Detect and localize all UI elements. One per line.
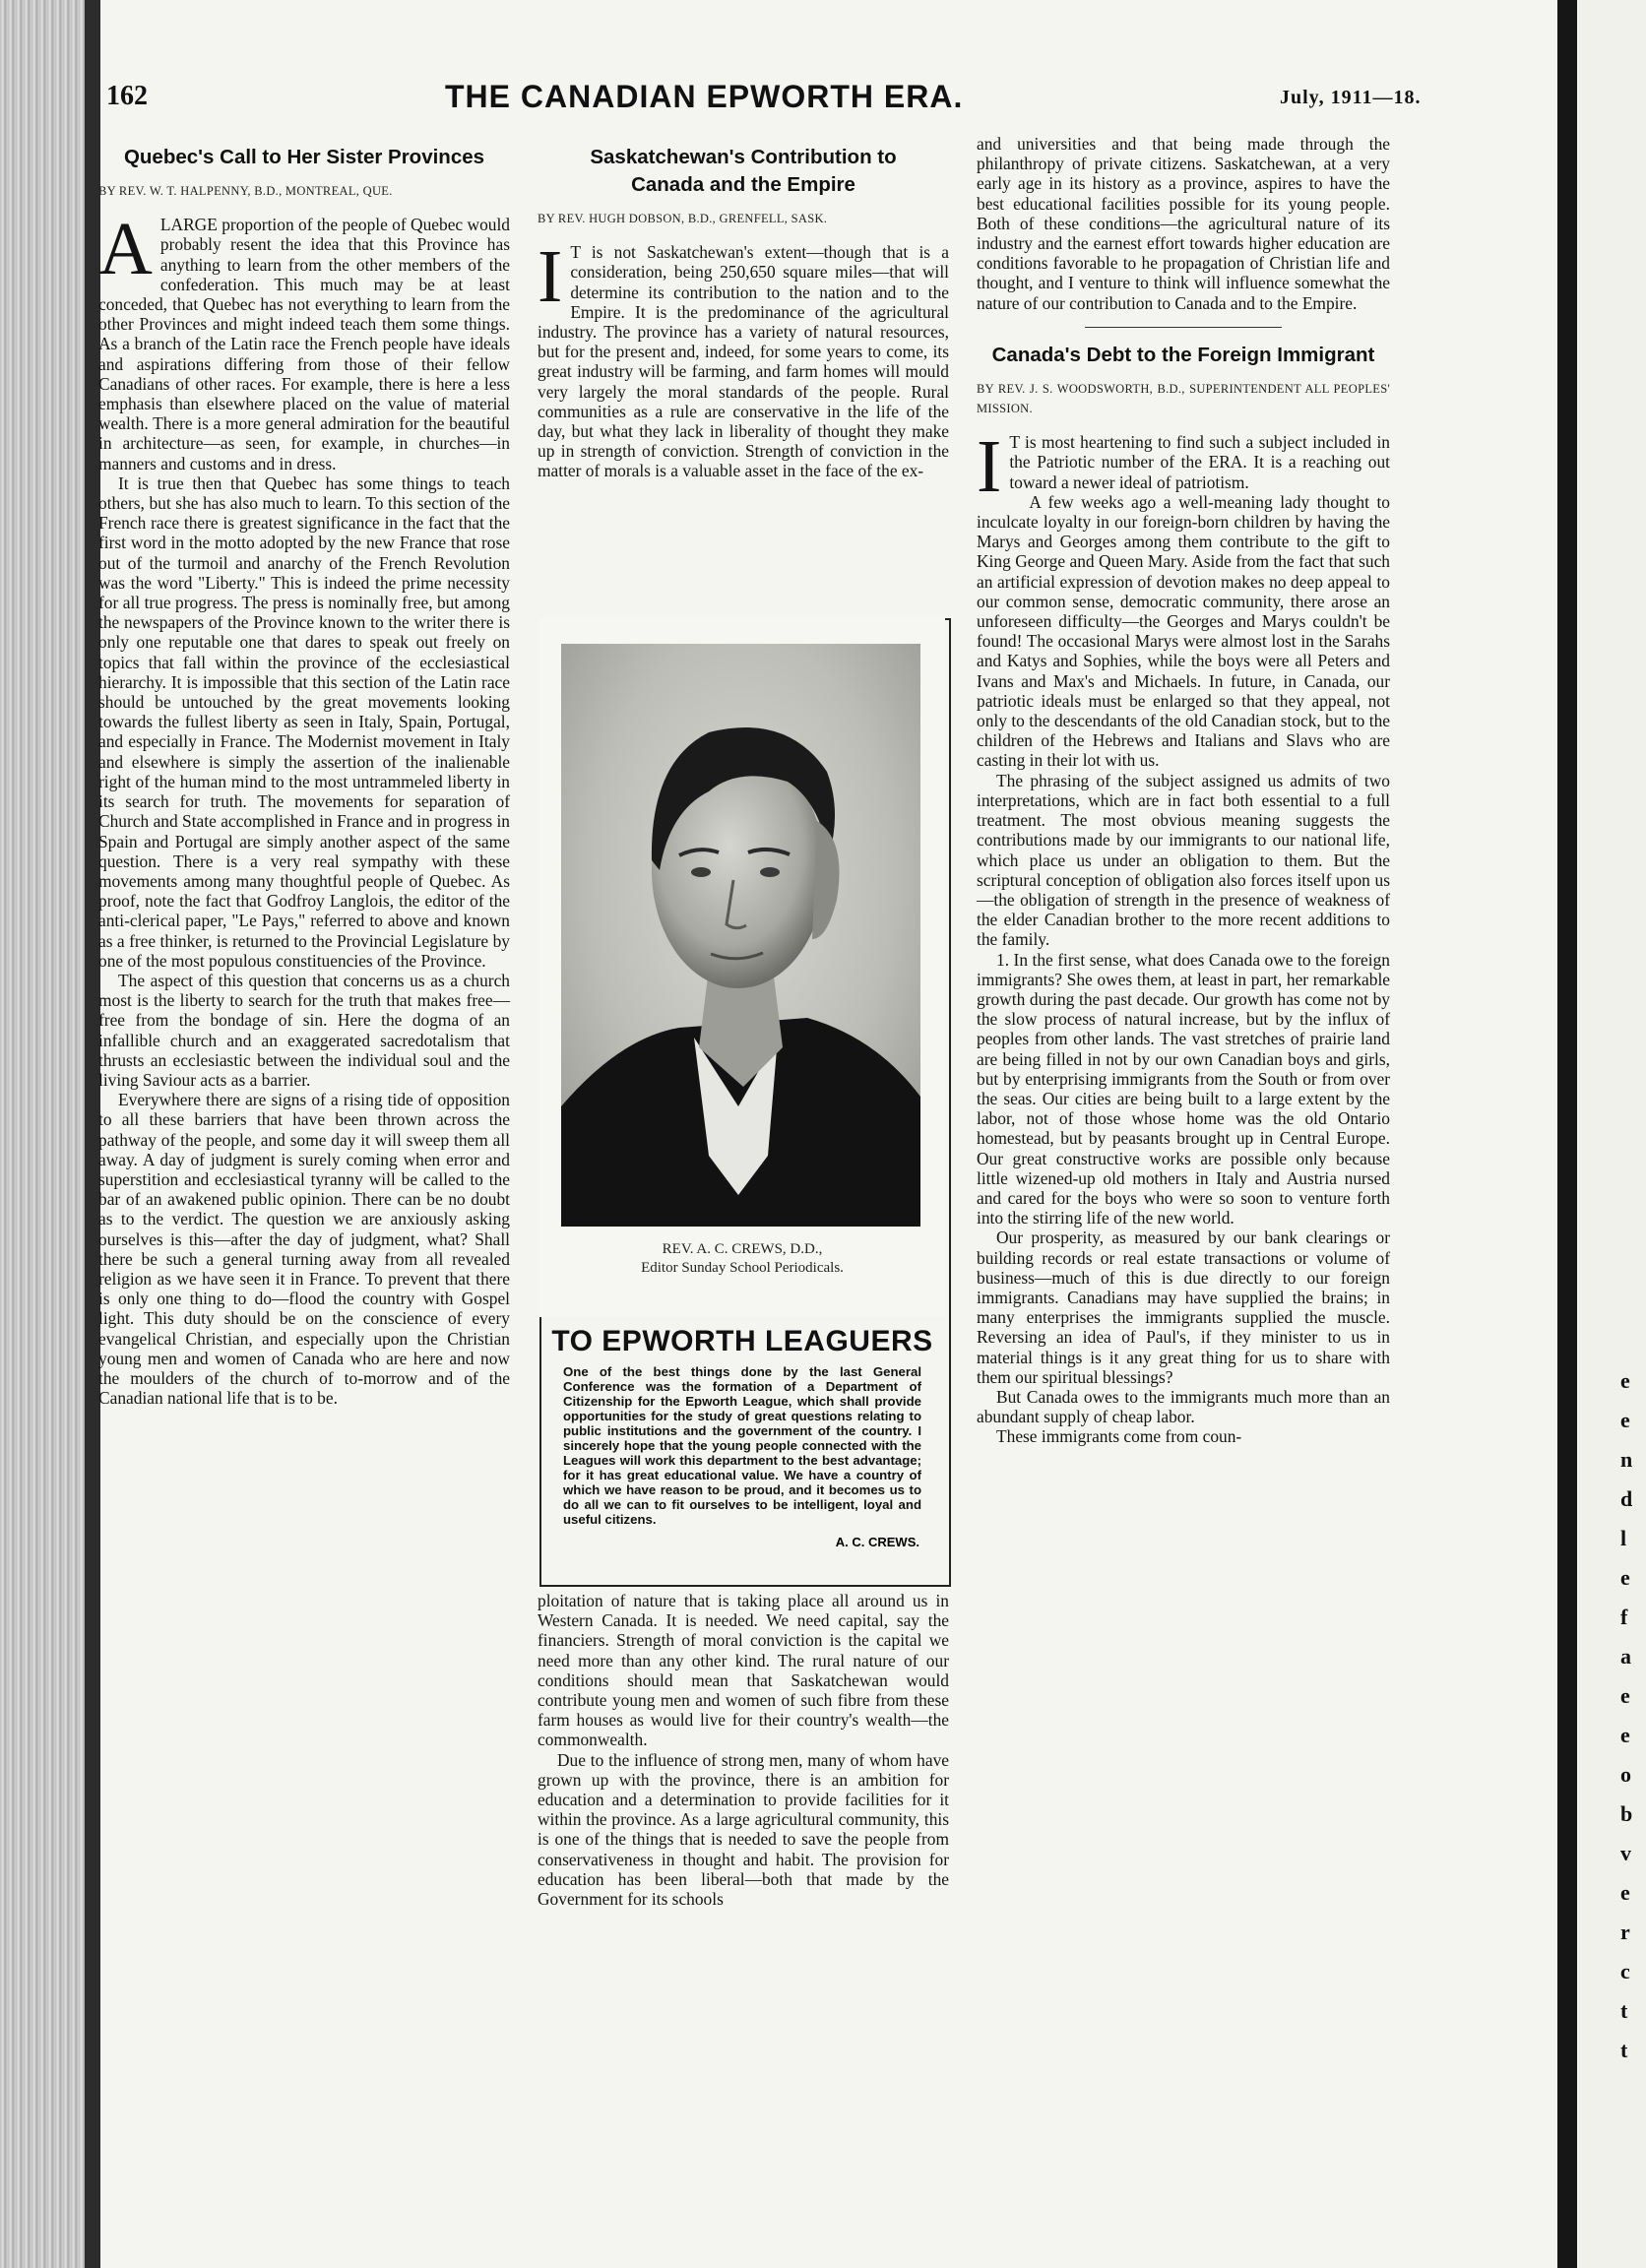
column-2-bottom (538, 1591, 949, 1909)
next-page-fragment: c (1620, 1959, 1630, 1984)
caption-role: Editor Sunday School Periodicals. (641, 1260, 844, 1276)
byline-woodsworth: BY REV. J. S. WOODSWORTH, B.D., SUPERINTENDENT ALL PEOPLES' MISSION. (977, 381, 1390, 416)
caption-name: REV. A. C. CREWS, D.D., (662, 1241, 823, 1257)
next-page-fragment: r (1620, 1920, 1630, 1944)
next-page-fragment: e (1620, 1683, 1630, 1708)
paragraph: I T is most heartening to find such a subject included in the Patriotic number of the ERA. It is a reaching out toward a newer ideal of patriotism. (977, 425, 1390, 509)
section-divider (1085, 327, 1282, 328)
column-1 (98, 138, 510, 1408)
column-2 (538, 138, 949, 481)
next-page-fragment: f (1620, 1605, 1628, 1629)
byline-dobson: BY REV. HUGH DOBSON, B.D., GRENFELL, SASK. (538, 212, 828, 225)
next-page-fragment: e (1620, 1565, 1630, 1590)
portrait-box (539, 618, 945, 1317)
portrait-image (561, 644, 920, 1227)
publication-title: THE CANADIAN EPWORTH ERA. (445, 79, 964, 114)
notice-signature: A. C. CREWS. (835, 1535, 919, 1549)
paragraph: and universities and that being made through the philanthropy of private citizens. Saskatchewan, at a very early age in its history as a province, aspires to have the best educational facilities possible for its young people. Both of these conditions—the agricultural nature of its industry and the earnest effort towards higher education are conditions favorable to he propagation of Christian life and thought, and I venture to think will influence somewhat the nature of our contribution to Canada and to the Empire. (977, 134, 1390, 313)
epworth-leaguers-notice (538, 1317, 947, 1581)
next-page-fragment: e (1620, 1408, 1630, 1432)
paragraph: The aspect of this question that concerns us as a church most is the liberty to search for the truth that makes free—free from the bondage of sin. Here the dogma of an infallible church and an exaggerated sacredotalism that thrusts an ecclesiastic between the individual soul and the living Saviour acts as a barrier. (98, 970, 510, 1090)
paragraph: I T is not Saskatchewan's extent—though that is a consideration, being 250,650 square miles—that will determine its contribution to the nation and to the Empire. It is the predominance of the agricultural industry. The province has a variety of natural resources, but for the present and, indeed, for some years to come, its great industry will be farming, and farm homes will mould very largely the moral standards of the people. Rural communities as a rule are conservative in the life of the day, but what they lack in liberality of thought they make up in strength of conviction. Strength of conviction in the matter of morals is a valuable asset in the face of the ex- (538, 235, 949, 481)
notice-title: TO EPWORTH LEAGUERS (551, 1325, 933, 1357)
article-title-immigrant: Canada's Debt to the Foreign Immigrant (991, 343, 1375, 366)
paragraph: ploitation of nature that is taking place all around us in Western Canada. It is needed. We need capital, say the financiers. Strength of moral conviction is the capital we need more than any other kind. The rural nature of our conditions should mean that Saskatchewan would contribute young men and women of such fibre from these farm houses as would live for their country's wealth—the commonwealth. (538, 1591, 949, 1750)
issue-date: July, 1911—18. (1280, 87, 1422, 108)
next-page-fragment: a (1620, 1644, 1631, 1669)
article-title-quebec: Quebec's Call to Her Sister Provinces (123, 146, 485, 168)
paragraph: The phrasing of the subject assigned us admits of two interpretations, which are in fact both essential to a full treatment. The most obvious meaning suggests the contributions made by our immigrants to our national life, which place us under an obligation to them. But the scriptural conception of obligation also forces itself upon us—the obligation of strength in the presence of weakness of the elder Canadian brother to the more recent additions to the family. (977, 770, 1390, 950)
notice-body: One of the best things done by the last General Conference was the formation of a Department of Citizenship for the Epworth League, which shall provide opportunities for the study of great questions relating to public institutions and the government of the country. I sincerely hope that the young people connected with the Leagues will work this department to the best advantage; for it has great educational value. We have a country of which we have reason to be proud, and it becomes us to do all we can to fit ourselves to be intelligent, loyal and useful citizens. (563, 1364, 921, 1527)
paragraph: But Canada owes to the immigrants much more than an abundant supply of cheap labor. (977, 1386, 1390, 1427)
paragraph: 1. In the first sense, what does Canada owe to the foreign immigrants? She owes them, at least in part, her remarkable growth during the past decade. Our growth has come not by the slow process of natural increase, but by the influx of peoples from other lands. The vast stretches of prairie land are being filled in not by our own Canadian boys and girls, but by enterprising immigrants from the South or from over the seas. Our cities are being built to a large extent by the labor, not of those whose home was the old Ontario homestead, but by peasants brought up in Central Europe. Our great constructive works are possible only because little wizened-up old mothers in Italy and Austria nursed and cared for the boys who were so soon to venture forth into the stirring life of the new world. (977, 949, 1390, 1228)
next-page-fragment: v (1620, 1841, 1631, 1865)
book-binding (0, 0, 98, 2268)
next-page-fragment: o (1620, 1762, 1631, 1787)
byline-halpenny: BY REV. W. T. HALPENNY, B.D., MONTREAL, QUE. (98, 184, 393, 198)
next-page-fragment: e (1620, 1723, 1630, 1747)
next-page-fragment: t (1620, 2038, 1628, 2062)
paragraph: ALARGE proportion of the people of Quebec would probably resent the idea that this Province has anything to learn from the other members of the confederation. This much may be at least conceded, that Quebec has not everything to learn from the other Provinces and might indeed teach them some things. As a branch of the Latin race the French people have ideals and aspirations differing from those of their fellow Canadians of other races. For example, there is here a less emphasis than elsewhere placed on the value of material wealth. There is a more general admiration for the beautiful in architecture—as seen, for example, in churches—in manners and customs and in dress. (98, 208, 510, 473)
portrait-photo (561, 644, 920, 1227)
next-page-fragment: n (1620, 1447, 1633, 1472)
paragraph: Everywhere there are signs of a rising tide of opposition to all these barriers that have been thrown across the pathway of the people, and some day it will sweep them all away. A day of judgment is surely coming when error and superstition and ecclesiastical tyranny will be called to the bar of an awakened public opinion. There can be no doubt as to the verdict. The question we are anxiously asking ourselves is this—after the day of judgment, what? Shall there be such a general turning away from all revealed religion as we have seen it in France. To prevent that there is only one thing to do—flood the country with Gospel light. This duty should be on the conscience of every evangelical Christian, and especially upon the Christian young men and women of Canada who are here and now the moulders of the church of to-morrow and of the Canadian national life that is to be. (98, 1090, 510, 1409)
paragraph: It is true then that Quebec has some things to teach others, but she has also much to learn. To this section of the French race there is greatest significance in the fact that the first word in the motto adopted by the new France that rose out of the turmoil and anarchy of the French Revolution was the word "Liberty." This is indeed the prime necessity for all true progress. The press is nominally free, but among the newspapers of the Province known to the writer there is only one reputable one that dares to speak out freely on topics that fall within the province of the ecclesiastical hierarchy. It is impossible that this section of the Latin race should be untouched by the great movements looking towards the fullest liberty as seen in Italy, Spain, Portugal, and especially in France. The Modernist movement in Italy and elsewhere is simply the assertion of the inalienable right of the human mind to the most untrammeled liberty in its search for truth. The movements for separation of Church and State accomplished in France and in progress in Spain and Portugal are simply another aspect of the same question. There is a very real sympathy with these movements among many thoughtful people of Quebec. As proof, note the fact that Godfroy Langlois, the editor of the anti-clerical paper, "Le Pays," referred to above and known as a free thinker, is returned to the Provincial Legislature by one of the most populous constituencies of the Province. (98, 472, 510, 971)
drop-cap: I (538, 235, 563, 319)
next-page-fragment: e (1620, 1368, 1630, 1393)
paragraph: These immigrants come from coun- (996, 1426, 1242, 1447)
paragraph: Due to the influence of strong men, many of whom have grown up with the province, there is an ambition for education and a determination to provide facilities for it within the province. As a large agricultural community, this is one of the things that is needed to save the people from conservativeness in thought and habit. The provision for education has been liberal—both that made by the Government for its schools (538, 1749, 949, 1910)
portrait-caption (539, 1240, 945, 1278)
article-title-saskatchewan: Saskatchewan's Contribution to Canada and the Empire (590, 146, 897, 196)
paragraph: Our prosperity, as measured by our bank clearings or building records or real estate transactions or volume of business—much of this is due directly to our foreign immigrants. Canadians may have supplied the brains; in many enterprises the immigrants supplied the muscle. Reversing an idea of Paul's, if they minister to us in material things is it any great thing for us to share with them our spiritual blessings? (977, 1228, 1390, 1387)
page-number: 162 (106, 81, 148, 111)
next-page-edge (1577, 0, 1646, 2268)
next-page-fragment: t (1620, 1998, 1628, 2023)
next-page-fragment: e (1620, 1880, 1630, 1905)
paragraph: A few weeks ago a well-meaning lady thought to inculcate loyalty in our foreign-born children by having the Marys and Georges among them contribute to the gift to King George and Queen Mary. Aside from the fact that such an artificial expression of devotion makes no deep appeal to our common sense, democratic community, there arose an unforeseen difficulty—the Georges and Marys couldn't be found! The occasional Marys were almost lost in the Sarahs and Katys and Sophies, while the boys were all Peters and Ivans and Max's and Michaels. In future, in Canada, our patriotic ideals must be enlarged so that they appeal, not only to the descendants of the old Canadian stock, but to the children of the Hebrews and Italians and Slavs who are casting in their lot with us. (977, 491, 1390, 771)
next-page-fragment: d (1620, 1486, 1633, 1511)
drop-cap: I (977, 425, 1002, 509)
next-page-fragment: l (1620, 1526, 1627, 1550)
column-3 (977, 134, 1390, 1447)
drop-cap: A (98, 208, 153, 291)
next-page-fragment: b (1620, 1801, 1633, 1826)
